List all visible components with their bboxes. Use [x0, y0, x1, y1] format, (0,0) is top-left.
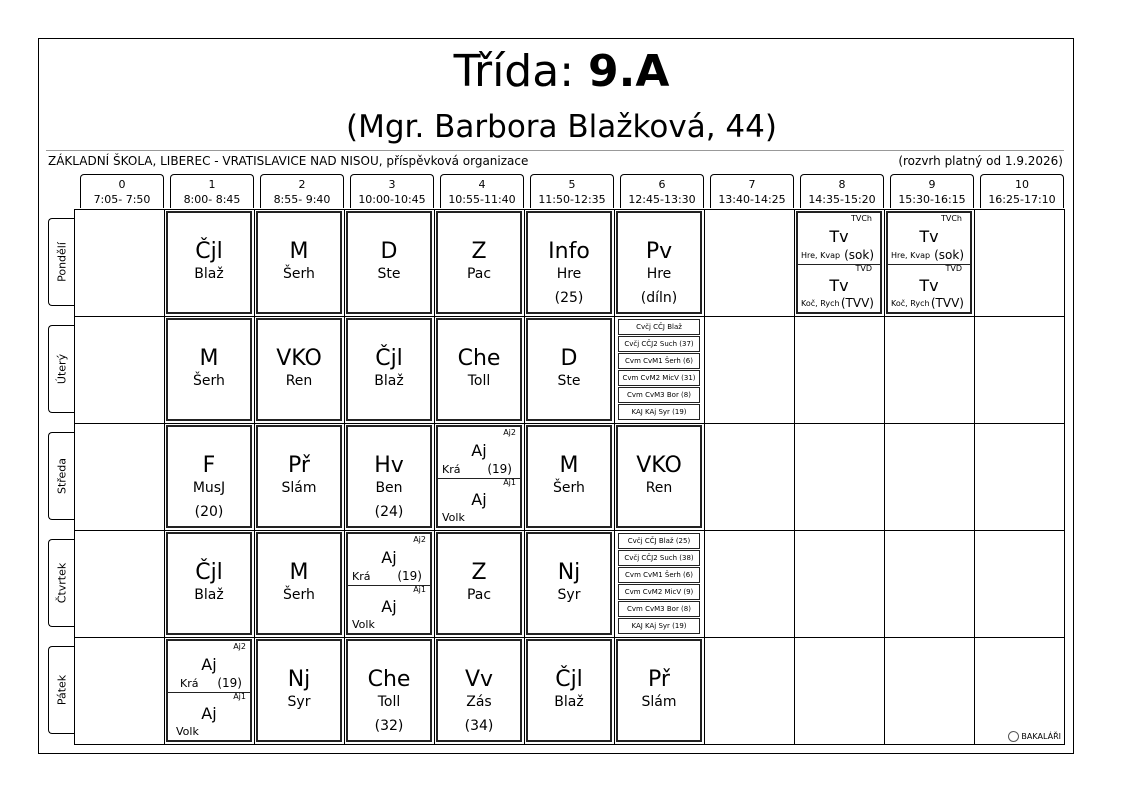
- elective-item[interactable]: Cvm CvM2 MicV (31): [618, 370, 700, 386]
- hour-number: 2: [298, 178, 306, 191]
- group-name: Aj1: [503, 478, 516, 487]
- lesson-subject: M: [289, 560, 309, 585]
- hour-header: [710, 174, 794, 208]
- grid-cell: [794, 316, 885, 424]
- elective-item[interactable]: Cvčj CČJ Blaž (25): [618, 533, 700, 549]
- lesson-cell-split[interactable]: [886, 211, 972, 314]
- lesson-cell[interactable]: [166, 425, 252, 528]
- elective-cell[interactable]: [616, 318, 702, 421]
- hour-time: 11:50-12:35: [538, 193, 606, 206]
- hour-number: 1: [208, 178, 216, 191]
- lesson-room: (20): [194, 504, 224, 520]
- lesson-cell[interactable]: [436, 532, 522, 635]
- lesson-cell[interactable]: [526, 532, 612, 635]
- hour-header: [350, 174, 434, 208]
- hour-number: 3: [388, 178, 396, 191]
- lesson-cell[interactable]: [166, 532, 252, 635]
- lesson-teacher: Blaž: [374, 373, 404, 389]
- lesson-cell[interactable]: [346, 211, 432, 314]
- grid-cell: [974, 316, 1065, 424]
- grid-cell: [884, 316, 975, 424]
- lesson-cell[interactable]: [616, 425, 702, 528]
- lesson-teacher: Hre, Kvap: [801, 251, 841, 260]
- hour-number: 10: [1015, 178, 1029, 191]
- lesson-cell-split[interactable]: [166, 639, 252, 742]
- class-teacher: (Mgr. Barbora Blažková, 44): [346, 109, 777, 145]
- elective-item[interactable]: Cvčj CČJ2 Such (37): [618, 336, 700, 352]
- lesson-teacher: Blaž: [194, 587, 224, 603]
- lesson-room: (TVV): [930, 296, 964, 310]
- grid-cell: [974, 209, 1065, 317]
- lesson-subject: Nj: [557, 560, 581, 585]
- lesson-teacher: Koč, Rych: [801, 299, 840, 308]
- lesson-teacher: Blaž: [194, 266, 224, 282]
- grid-cell: [704, 423, 795, 531]
- grid-cell: [974, 423, 1065, 531]
- lesson-room: (24): [374, 504, 404, 520]
- lesson-subject: Aj: [201, 704, 217, 723]
- lesson-teacher: Ste: [377, 266, 401, 282]
- lesson-cell[interactable]: [166, 318, 252, 421]
- grid-cell: [974, 637, 1065, 745]
- lesson-subject: Vv: [464, 667, 494, 692]
- hour-time: 8:55- 9:40: [273, 193, 331, 206]
- lesson-cell-split[interactable]: [796, 211, 882, 314]
- hour-time: 8:00- 8:45: [183, 193, 241, 206]
- lesson-cell[interactable]: [526, 639, 612, 742]
- lesson-cell[interactable]: [256, 211, 342, 314]
- elective-item[interactable]: KAJ KAj Syr (19): [618, 404, 700, 420]
- lesson-subject: Př: [288, 453, 310, 478]
- elective-item[interactable]: Cvm CvM3 Bor (8): [618, 387, 700, 403]
- group-name: Aj2: [233, 642, 246, 651]
- grid-cell: [884, 637, 975, 745]
- group-name: TVD: [855, 264, 872, 273]
- lesson-teacher: Pac: [466, 266, 492, 282]
- lesson-subject: Čjl: [555, 667, 583, 692]
- lesson-subject: Z: [471, 239, 487, 264]
- hour-number: 5: [568, 178, 576, 191]
- lesson-cell[interactable]: [526, 318, 612, 421]
- hour-header: [800, 174, 884, 208]
- hour-time: 7:05- 7:50: [93, 193, 151, 206]
- hour-number: 6: [658, 178, 666, 191]
- lesson-cell[interactable]: [436, 639, 522, 742]
- lesson-cell-split[interactable]: [346, 532, 432, 635]
- group-name: Aj2: [413, 535, 426, 544]
- lesson-subject: Čjl: [375, 346, 403, 371]
- day-name: Čtvrtek: [55, 562, 68, 604]
- lesson-teacher: Ren: [285, 373, 313, 389]
- grid-cell: [794, 637, 885, 745]
- hour-time: 10:00-10:45: [358, 193, 426, 206]
- lesson-room: (sok): [844, 248, 874, 262]
- lesson-teacher: Slám: [281, 480, 317, 496]
- lesson-subject: M: [289, 239, 309, 264]
- lesson-subject: Aj: [201, 655, 217, 674]
- grid-cell: [74, 316, 165, 424]
- grid-cell: [974, 530, 1065, 638]
- hour-time: 14:35-15:20: [808, 193, 876, 206]
- lesson-teacher: Syr: [287, 694, 311, 710]
- elective-item[interactable]: KAJ KAj Syr (19): [618, 618, 700, 634]
- grid-cell: [884, 423, 975, 531]
- lesson-subject: Aj: [471, 490, 487, 509]
- lesson-room: (TVV): [840, 296, 874, 310]
- hour-header: [620, 174, 704, 208]
- lesson-cell[interactable]: [526, 211, 612, 314]
- lesson-subject: Tv: [829, 276, 849, 295]
- lesson-cell[interactable]: [616, 639, 702, 742]
- elective-item[interactable]: Cvm CvM3 Bor (8): [618, 601, 700, 617]
- lesson-room: (25): [554, 290, 584, 306]
- grid-cell: [794, 423, 885, 531]
- lesson-subject: Che: [367, 667, 411, 692]
- lesson-teacher: Slám: [641, 694, 677, 710]
- lesson-teacher: Šerh: [553, 480, 585, 496]
- lesson-subject: Info: [548, 239, 590, 264]
- grid-cell: [74, 423, 165, 531]
- lesson-subject: Tv: [919, 276, 939, 295]
- lesson-teacher: Ben: [375, 480, 403, 496]
- lesson-subject: Nj: [287, 667, 311, 692]
- lesson-cell[interactable]: [436, 318, 522, 421]
- lesson-cell[interactable]: [166, 211, 252, 314]
- lesson-cell[interactable]: [346, 425, 432, 528]
- group-name: Aj1: [233, 692, 246, 701]
- lesson-teacher: Toll: [467, 373, 491, 389]
- lesson-cell[interactable]: [616, 211, 702, 314]
- grid-cell: [704, 209, 795, 317]
- hour-header: [440, 174, 524, 208]
- lesson-group[interactable]: [798, 263, 880, 312]
- hour-time: 16:25-17:10: [988, 193, 1056, 206]
- title-prefix: Třída:: [453, 46, 589, 97]
- lesson-teacher: Hre: [646, 266, 672, 282]
- day-label: [48, 539, 74, 627]
- grid-cell: [704, 530, 795, 638]
- hour-header: [80, 174, 164, 208]
- lesson-group[interactable]: [168, 641, 250, 693]
- day-name: Středa: [55, 457, 68, 495]
- hour-number: 9: [928, 178, 936, 191]
- hour-header: [890, 174, 974, 208]
- elective-item[interactable]: Cvm CvM1 Šerh (6): [618, 567, 700, 583]
- elective-item[interactable]: Cvm CvM1 Šerh (6): [618, 353, 700, 369]
- lesson-teacher: Volk: [176, 725, 199, 738]
- hour-time: 10:55-11:40: [448, 193, 516, 206]
- lesson-teacher: MusJ: [192, 480, 226, 496]
- grid-cell: [74, 209, 165, 317]
- lesson-group[interactable]: [798, 213, 880, 265]
- hour-header: [530, 174, 614, 208]
- bakalari-logo: [1008, 731, 1061, 742]
- lesson-subject: Aj: [381, 548, 397, 567]
- lesson-group[interactable]: [168, 691, 250, 740]
- lesson-room: (sok): [934, 248, 964, 262]
- lesson-teacher: Volk: [442, 511, 465, 524]
- lesson-group[interactable]: [348, 534, 430, 586]
- class-name: 9.A: [588, 46, 670, 97]
- lesson-subject: F: [202, 453, 216, 478]
- lesson-teacher: Hre, Kvap: [891, 251, 931, 260]
- lesson-group[interactable]: [348, 584, 430, 633]
- elective-item[interactable]: Cvčj CČJ2 Such (38): [618, 550, 700, 566]
- hour-time: 12:45-13:30: [628, 193, 696, 206]
- elective-item[interactable]: Cvčj CČJ Blaž: [618, 319, 700, 335]
- hour-number: 7: [748, 178, 756, 191]
- lesson-room: (19): [217, 676, 242, 690]
- page-title: [0, 44, 1123, 100]
- grid-cell: [704, 316, 795, 424]
- elective-cell[interactable]: [616, 532, 702, 635]
- hour-header: [170, 174, 254, 208]
- lesson-teacher: Ren: [645, 480, 673, 496]
- lesson-teacher: Šerh: [193, 373, 225, 389]
- group-name: TVD: [945, 264, 962, 273]
- lesson-group[interactable]: [888, 263, 970, 312]
- lesson-subject: M: [559, 453, 579, 478]
- lesson-cell[interactable]: [346, 318, 432, 421]
- group-name: TVCh: [850, 214, 872, 223]
- hour-header: [980, 174, 1064, 208]
- lesson-subject: Z: [471, 560, 487, 585]
- grid-cell: [704, 637, 795, 745]
- lesson-subject: Hv: [374, 453, 404, 478]
- lesson-teacher: Toll: [377, 694, 401, 710]
- hour-time: 13:40-14:25: [718, 193, 786, 206]
- hour-number: 4: [478, 178, 486, 191]
- lesson-subject: Tv: [919, 227, 939, 246]
- hour-time: 15:30-16:15: [898, 193, 966, 206]
- validity-note: (rozvrh platný od 1.9.2026): [898, 154, 1063, 168]
- lesson-room: (19): [397, 569, 422, 583]
- lesson-group[interactable]: [438, 427, 520, 479]
- lesson-subject: M: [199, 346, 219, 371]
- day-name: Pátek: [55, 674, 68, 706]
- grid-cell: [74, 637, 165, 745]
- lesson-subject: Aj: [381, 597, 397, 616]
- grid-cell: [884, 530, 975, 638]
- lesson-teacher: Krá: [180, 677, 199, 690]
- lesson-group[interactable]: [888, 213, 970, 265]
- group-name: Aj2: [503, 428, 516, 437]
- lesson-room: (34): [464, 718, 494, 734]
- lesson-subject: Tv: [829, 227, 849, 246]
- lesson-cell[interactable]: [256, 425, 342, 528]
- lesson-teacher: Koč, Rych: [891, 299, 930, 308]
- lesson-teacher: Krá: [442, 463, 461, 476]
- lesson-teacher: Syr: [557, 587, 581, 603]
- lesson-teacher: Šerh: [283, 587, 315, 603]
- lesson-teacher: Hre: [556, 266, 582, 282]
- lesson-room: (32): [374, 718, 404, 734]
- lesson-cell[interactable]: [256, 532, 342, 635]
- group-name: Aj1: [413, 585, 426, 594]
- lesson-room: (19): [487, 462, 512, 476]
- day-label: [48, 646, 74, 734]
- grid-cell: [794, 530, 885, 638]
- lesson-teacher: Krá: [352, 570, 371, 583]
- day-label: [48, 432, 74, 520]
- lesson-teacher: Blaž: [554, 694, 584, 710]
- hour-header: [260, 174, 344, 208]
- lesson-subject: Pv: [645, 239, 673, 264]
- day-label: [48, 325, 74, 413]
- lesson-subject: D: [380, 239, 398, 264]
- lesson-group[interactable]: [438, 477, 520, 526]
- day-name: Úterý: [55, 353, 68, 385]
- lesson-subject: Př: [648, 667, 670, 692]
- lesson-subject: VKO: [636, 453, 682, 478]
- lesson-cell[interactable]: [436, 211, 522, 314]
- lesson-subject: Čjl: [195, 560, 223, 585]
- lesson-subject: VKO: [276, 346, 322, 371]
- lesson-teacher: Šerh: [283, 266, 315, 282]
- lesson-cell[interactable]: [256, 639, 342, 742]
- gear-icon: [1008, 731, 1019, 742]
- lesson-subject: D: [560, 346, 578, 371]
- hour-number: 0: [118, 178, 126, 191]
- lesson-cell[interactable]: [526, 425, 612, 528]
- elective-item[interactable]: Cvm CvM2 MicV (9): [618, 584, 700, 600]
- day-label: [48, 218, 74, 306]
- lesson-teacher: Pac: [466, 587, 492, 603]
- day-name: Pondělí: [55, 242, 68, 282]
- logo-text: BAKALÁŘI: [1021, 732, 1061, 741]
- lesson-cell-split[interactable]: [436, 425, 522, 528]
- lesson-subject: Čjl: [195, 239, 223, 264]
- school-name: ZÁKLADNÍ ŠKOLA, LIBEREC - VRATISLAVICE NAD NISOU, příspěvková organizace: [48, 154, 529, 168]
- hour-number: 8: [838, 178, 846, 191]
- lesson-teacher: Ste: [557, 373, 581, 389]
- header-divider: [46, 150, 1064, 151]
- lesson-subject: Che: [457, 346, 501, 371]
- lesson-room: (díln): [640, 290, 678, 306]
- lesson-cell[interactable]: [256, 318, 342, 421]
- lesson-teacher: Zás: [466, 694, 492, 710]
- lesson-teacher: Volk: [352, 618, 375, 631]
- lesson-cell[interactable]: [346, 639, 432, 742]
- grid-cell: [74, 530, 165, 638]
- group-name: TVCh: [940, 214, 962, 223]
- lesson-subject: Aj: [471, 441, 487, 460]
